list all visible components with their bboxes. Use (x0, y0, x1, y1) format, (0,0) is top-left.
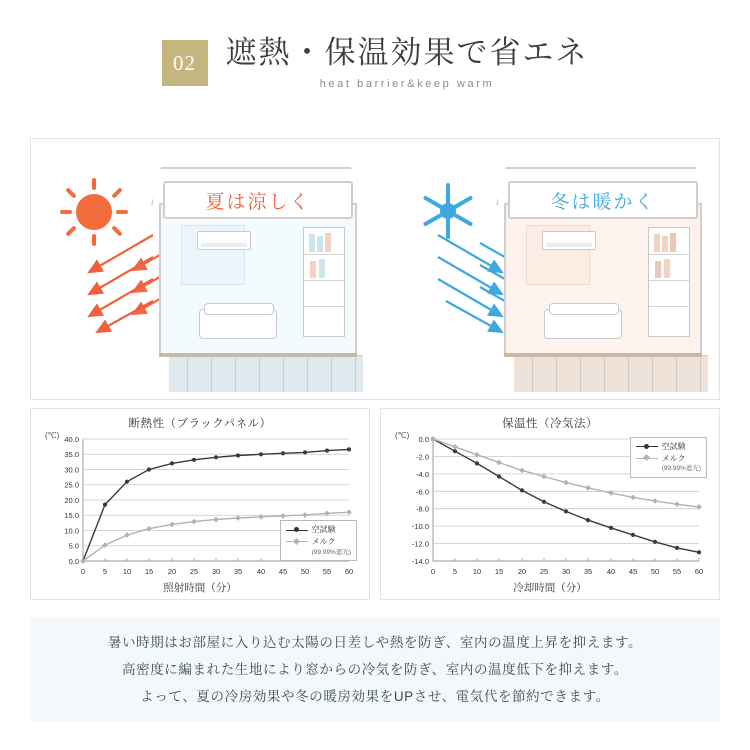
bookshelf-icon (303, 227, 345, 337)
svg-text:40: 40 (256, 567, 266, 576)
svg-text:25: 25 (539, 567, 549, 576)
svg-text:20: 20 (167, 567, 177, 576)
page-header (0, 0, 750, 90)
svg-text:-10.0: -10.0 (411, 522, 429, 532)
svg-text:60: 60 (694, 567, 704, 576)
svg-text:20.0: 20.0 (64, 496, 79, 505)
svg-text:15.0: 15.0 (64, 511, 79, 521)
legend-marker-dark (636, 446, 658, 447)
svg-text:50: 50 (650, 567, 660, 576)
svg-text:35: 35 (583, 567, 593, 576)
svg-text:10.0: 10.0 (64, 526, 79, 536)
svg-text:10: 10 (122, 567, 132, 576)
legend-marker-gray (636, 458, 658, 459)
chart-unit-label: (℃) (45, 431, 60, 440)
svg-text:35: 35 (233, 567, 243, 576)
legend-label-0: 空試験 (311, 525, 336, 535)
svg-text:25.0: 25.0 (64, 480, 79, 490)
legend-marker-gray (286, 541, 308, 542)
bookshelf-icon (648, 227, 690, 337)
svg-text:-12.0: -12.0 (411, 539, 429, 549)
svg-text:40.0: 40.0 (64, 435, 79, 444)
svg-text:5.0: 5.0 (68, 541, 79, 551)
svg-text:-4.0: -4.0 (416, 469, 429, 479)
scene-summer (31, 139, 376, 401)
svg-text:5: 5 (102, 567, 108, 576)
floor (169, 355, 363, 392)
svg-text:30: 30 (561, 567, 571, 576)
svg-text:30: 30 (211, 567, 221, 576)
legend-label-1: メルク (661, 453, 686, 463)
chart-xaxis-label: 照射時間（分） (163, 582, 237, 594)
illustration-panel (30, 138, 720, 400)
title-block (226, 36, 589, 90)
chart-title: 保温性（冷気法） (502, 418, 598, 430)
sofa-icon (544, 309, 622, 339)
svg-text:10: 10 (472, 567, 482, 576)
floor (514, 355, 708, 392)
legend-note-1: (99.99%遮光) (661, 465, 701, 473)
sofa-icon (199, 309, 277, 339)
charts-row (30, 408, 720, 600)
footer-line-1: 暑い時期はお部屋に入り込む太陽の日差しや熱を防ぎ、室内の温度上昇を抑えます。 (107, 634, 643, 650)
svg-text:0.0: 0.0 (418, 435, 429, 444)
footer-line-3: よって、夏の冷房効果や冬の暖房効果をUPさせ、電気代を節約できます。 (140, 689, 610, 705)
footer-line-2: 高密度に編まれた生地により窓からの冷気を防ぎ、室内の温度低下を抑えます。 (122, 661, 628, 677)
chart-xaxis-label: 冷却時間（分） (513, 582, 587, 594)
svg-text:60: 60 (344, 567, 354, 576)
svg-text:0: 0 (430, 567, 436, 576)
section-number-badge: 02 (162, 40, 208, 86)
chart-warmth (380, 408, 720, 600)
chart-insulation-plot (31, 409, 371, 601)
summer-banner: 夏は涼しく (163, 181, 353, 219)
svg-text:15: 15 (144, 567, 154, 576)
chart-legend (630, 437, 707, 478)
chart-title: 断熱性（ブラックパネル） (128, 418, 272, 430)
legend-note-1: (99.99%遮光) (311, 548, 351, 556)
page-title: 遮熱・保温効果で省エネ (225, 35, 589, 71)
svg-text:-6.0: -6.0 (416, 487, 429, 497)
air-conditioner-icon (197, 231, 251, 250)
chart-insulation (30, 408, 370, 600)
svg-text:45: 45 (278, 567, 288, 576)
svg-text:35.0: 35.0 (64, 450, 79, 460)
legend-label-1: メルク (311, 536, 336, 546)
svg-text:30.0: 30.0 (64, 465, 79, 475)
legend-marker-dark (286, 530, 308, 531)
svg-text:-8.0: -8.0 (416, 504, 429, 514)
scene-winter (376, 139, 721, 401)
winter-banner: 冬は暖かく (508, 181, 698, 219)
svg-text:-2.0: -2.0 (416, 452, 429, 462)
svg-text:55: 55 (672, 567, 682, 576)
page-subtitle: heat barrier&keep warm (319, 78, 495, 91)
wall (159, 203, 357, 357)
svg-text:0.0: 0.0 (68, 557, 79, 566)
svg-text:50: 50 (300, 567, 310, 576)
footer-description (30, 618, 720, 722)
svg-text:45: 45 (628, 567, 638, 576)
svg-text:55: 55 (322, 567, 332, 576)
wall (504, 203, 702, 357)
chart-legend (280, 520, 357, 561)
svg-text:15: 15 (494, 567, 504, 576)
air-conditioner-icon (542, 231, 596, 250)
svg-text:0: 0 (80, 567, 86, 576)
legend-label-0: 空試験 (661, 442, 686, 451)
chart-unit-label: (℃) (395, 431, 410, 440)
svg-text:20: 20 (517, 567, 527, 576)
svg-text:-14.0: -14.0 (411, 557, 429, 566)
svg-text:40: 40 (606, 567, 616, 576)
svg-text:5: 5 (452, 567, 458, 576)
svg-text:25: 25 (189, 567, 199, 576)
